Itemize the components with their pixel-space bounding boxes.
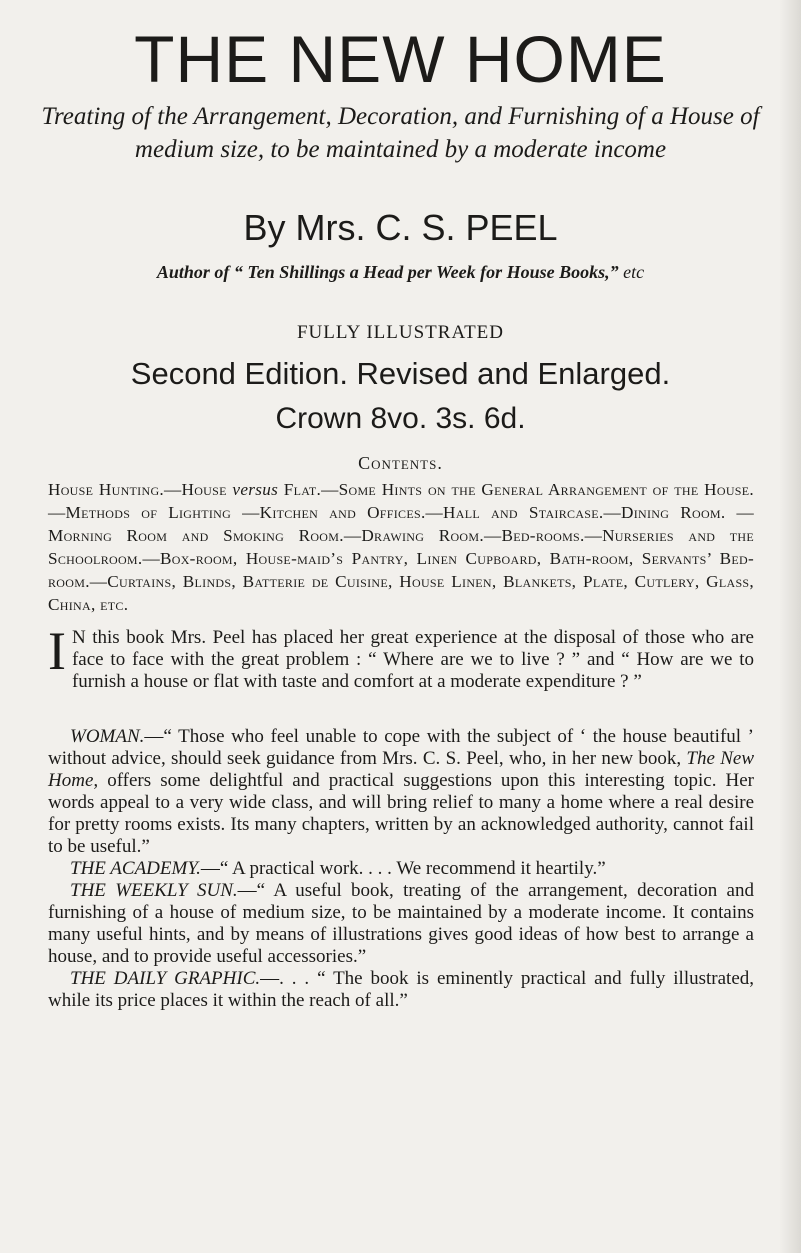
illustrated-note: FULLY ILLUSTRATED — [296, 322, 505, 343]
review-daily-graphic — [48, 968, 754, 1012]
contents-heading: Contents. — [358, 453, 443, 473]
review-text: —“ Those who feel unable to cope with the subject of ‘ the house beautiful ’ without advice, should seek guidance from Mrs. C. S. Peel, who, in her new book, — [48, 726, 754, 769]
edition-line: Second Edition. Revised and Enlarged. — [130, 356, 671, 391]
review-source: THE ACADEMY. — [70, 858, 201, 879]
author-line — [0, 207, 801, 248]
review-text: offers some delightful and practical suggestions upon this interesting topic. Her words appeal to a very wide class, and will bring relief to many a home where a real desire for pretty rooms exists. Its many chapters, written by an acknowledged authority, cannot fail to be useful.” — [48, 770, 754, 857]
review-text: —. . . “ The book is eminently practical and fully illustrated, while its price places it within the reach of all.” — [48, 968, 755, 1011]
review-book-title: The New Home, — [48, 748, 755, 791]
book-subtitle: Treating of the Arrangement, Decoration, and Furnishing of a House of medium size, to be maintained by a moderate income — [41, 103, 760, 163]
review-weekly-sun — [48, 880, 754, 968]
page-edge-shadow — [779, 0, 801, 1253]
review-woman — [48, 726, 754, 858]
book-title: THE NEW HOME — [134, 22, 667, 96]
review-academy — [48, 858, 754, 880]
review-source: THE WEEKLY SUN. — [70, 880, 238, 901]
price-line: Crown 8vo. 3s. 6d. — [275, 402, 526, 435]
intro-text: N this book Mrs. Peel has placed her great experience at the disposal of those who are face to face with the great problem : “ Where are we to live ? ” and “ How are we to furnish a house or flat with taste and comfort at a moderate expenditure ? ” — [71, 627, 754, 692]
author-note-suffix: etc — [618, 262, 645, 282]
contents-versus: versus — [232, 480, 279, 499]
review-source: WOMAN. — [70, 726, 145, 747]
contents-list — [48, 478, 754, 616]
review-text: —“ A useful book, treating of the arrangement, decoration and furnishing of a house of medium size, to be maintained by a moderate income. It contains many useful hints, and by means of illustrations gives good ideas of how best to arrange a house, and to provide useful accessories.” — [48, 880, 754, 967]
author-by: By — [243, 207, 286, 248]
review-text: —“ A practical work. . . . We recommend it heartily.” — [200, 858, 606, 879]
author-title: Mrs. — [295, 207, 366, 248]
review-source: THE DAILY GRAPHIC. — [70, 968, 261, 989]
author-note-prefix: Author of — [156, 262, 234, 282]
contents-part-1: House Hunting.—House — [48, 480, 233, 499]
contents-part-2: Flat.—Some Hints on the General Arrangement of the House.—Methods of Lighting —Kitchen and Offices.—Hall and Staircase.—Dining Room. —Morning Room and Smoking Room.—Drawing Room.—Bed-rooms.—Nurseries and the Schoolroom.—Box-room, House-maid’s Pantry, Linen Cupboard, Bath-room, Servants’ Bed-room.—Curtains, Blinds, Batterie de Cuisine, House Linen, Blankets, Plate, Cutlery, Glass, China, etc. — [48, 480, 754, 614]
author-name: C. S. PEEL — [375, 207, 558, 248]
author-note — [60, 261, 741, 284]
author-note-title: “ Ten Shillings a Head per Week for House Books,” — [233, 262, 619, 282]
drop-cap: I — [48, 621, 66, 681]
intro-paragraph — [48, 621, 754, 693]
press-reviews — [48, 726, 754, 1012]
